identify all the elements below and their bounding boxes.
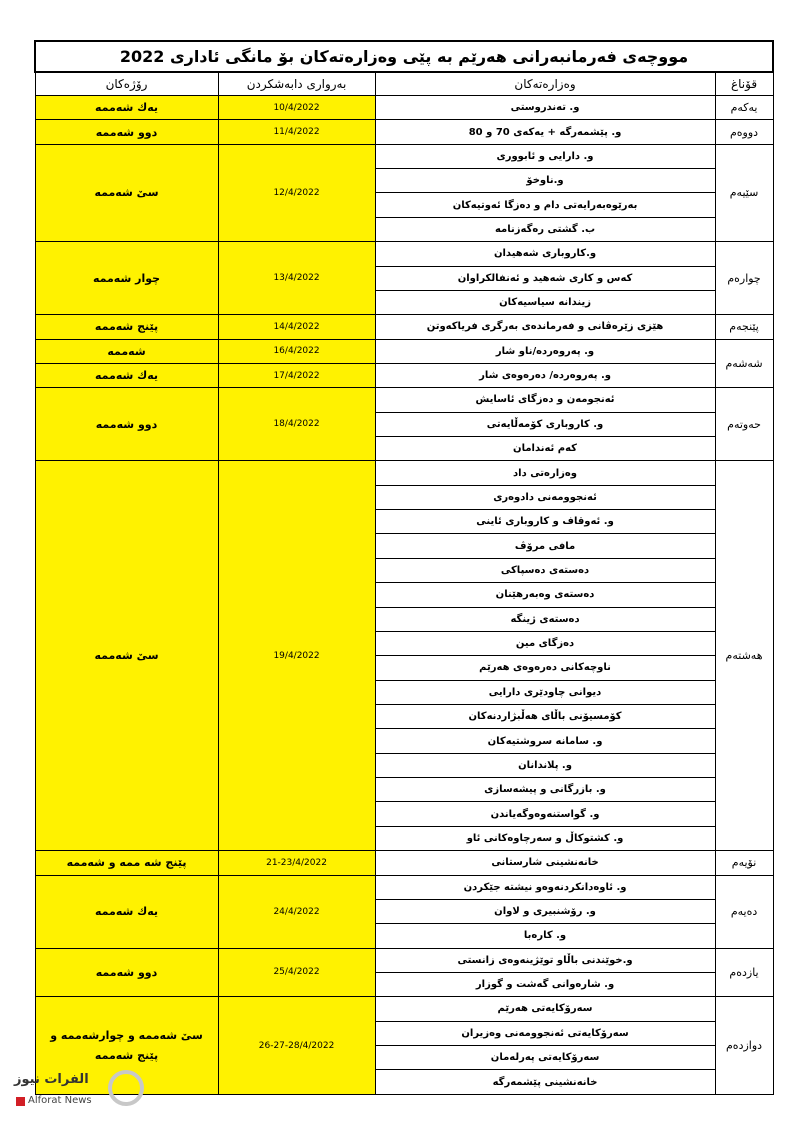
stage-cell: سێیەم — [715, 144, 773, 241]
ministry-cell: و. پێشمەرگە + یەکەی 70 و 80 — [375, 120, 715, 144]
ministry-cell: ب. گشتی رەگەزنامە — [375, 217, 715, 241]
header-stage: قۆناغ — [715, 72, 773, 96]
day-cell: دوو شەممە — [35, 948, 218, 997]
date-cell: 13/4/2022 — [218, 242, 375, 315]
ministry-cell: و. رۆشنبیری و لاوان — [375, 899, 715, 923]
day-cell: یەك شەممە — [35, 96, 218, 120]
date-cell: 24/4/2022 — [218, 875, 375, 948]
document-title: مووچەی فەرمانبەرانی هەرێم بە پێی وەزارەتەکان بۆ مانگی ئاداری 2022 — [35, 41, 773, 72]
ministry-cell: دەستەی دەسپاکی — [375, 558, 715, 582]
ministry-cell: خانەنشینی شارستانی — [375, 851, 715, 875]
day-cell: چوار شەممە — [35, 242, 218, 315]
table-row — [35, 339, 773, 363]
logo-arabic-name: الفرات نيوز — [14, 1072, 89, 1087]
ministry-cell: و. پلاندانان — [375, 753, 715, 777]
day-cell: پێنج شەممە — [35, 315, 218, 339]
date-cell: 11/4/2022 — [218, 120, 375, 144]
ministry-cell: دەستەی وەبەرهێنان — [375, 583, 715, 607]
stage-cell: یازدەم — [715, 948, 773, 997]
table-row — [35, 388, 773, 412]
ministry-cell: وەزارەتی داد — [375, 461, 715, 485]
date-cell: 25/4/2022 — [218, 948, 375, 997]
logo-emblem-icon — [108, 1070, 144, 1106]
ministry-cell: ئەنجوومەنی دادوەری — [375, 485, 715, 509]
ministry-cell: کەس و کاری شەهید و ئەنفالکراوان — [375, 266, 715, 290]
alforat-news-logo — [8, 1064, 148, 1114]
stage-cell: یەکەم — [715, 96, 773, 120]
ministry-cell: سەرۆکایەتی پەرلەمان — [375, 1046, 715, 1070]
table-row — [35, 875, 773, 899]
ministry-cell: سەرۆکایەتی ئەنجوومەنی وەزیران — [375, 1021, 715, 1045]
date-cell: 19/4/2022 — [218, 461, 375, 851]
day-cell: دوو شەممە — [35, 388, 218, 461]
table-row — [35, 144, 773, 168]
ministry-cell: و. گواستنەوەوگەیاندن — [375, 802, 715, 826]
date-cell: 14/4/2022 — [218, 315, 375, 339]
date-cell: 21-23/4/2022 — [218, 851, 375, 875]
ministry-cell: و. پەروەردە/ دەرەوەی شار — [375, 363, 715, 387]
day-cell: سێ شەممە — [35, 144, 218, 241]
table-row — [35, 242, 773, 266]
ministry-cell: هێزی زێرەڤانی و فەرماندەی بەرگری فریاکەوتن — [375, 315, 715, 339]
day-cell: سێ شەممە و چوارشەممە و پێنج شەممە — [35, 997, 218, 1094]
ministry-cell: و. دارایی و ئابووری — [375, 144, 715, 168]
table-row — [35, 851, 773, 875]
ministry-cell: سەرۆکایەتی هەرێم — [375, 997, 715, 1021]
stage-cell: حەوتەم — [715, 388, 773, 461]
ministry-cell: دەزگای مین — [375, 631, 715, 655]
ministry-cell: و. بازرگانی و پیشەسازی — [375, 778, 715, 802]
ministry-cell: خانەنشینی پێشمەرگە — [375, 1070, 715, 1094]
ministry-cell: و. ئەوقاف و کاروباری ئاینی — [375, 510, 715, 534]
day-cell: شەممە — [35, 339, 218, 363]
ministry-cell: و. سامانە سروشتیەکان — [375, 729, 715, 753]
date-cell: 10/4/2022 — [218, 96, 375, 120]
logo-english-name: Alforat News — [28, 1095, 92, 1106]
stage-cell: دووەم — [715, 120, 773, 144]
table-row — [35, 96, 773, 120]
ministry-cell: و. کارەبا — [375, 924, 715, 948]
table-row — [35, 461, 773, 485]
table-row — [35, 997, 773, 1021]
ministry-cell: و. کشتوکاڵ و سەرچاوەکانی ئاو — [375, 826, 715, 850]
date-cell: 18/4/2022 — [218, 388, 375, 461]
date-cell: 12/4/2022 — [218, 144, 375, 241]
ministry-cell: و. شارەوانی گەشت و گوزار — [375, 972, 715, 996]
date-cell: 17/4/2022 — [218, 363, 375, 387]
ministry-cell: و.کاروباری شەهیدان — [375, 242, 715, 266]
ministry-cell: و.ناوخۆ — [375, 169, 715, 193]
header-days: رۆژەکان — [35, 72, 218, 96]
ministry-cell: و. تەندروستی — [375, 96, 715, 120]
ministry-cell: و. پەروەردە/ناو شار — [375, 339, 715, 363]
ministry-cell: و. ئاوەدانکردنەوەو نیشتە جێکردن — [375, 875, 715, 899]
stage-cell: دوازدەم — [715, 997, 773, 1094]
salary-schedule-sheet — [34, 40, 772, 1090]
stage-cell: هەشتەم — [715, 461, 773, 851]
table-row — [35, 120, 773, 144]
date-cell: 26-27-28/4/2022 — [218, 997, 375, 1094]
ministry-cell: ئەنجومەن و دەزگای ئاسایش — [375, 388, 715, 412]
stage-cell: چوارەم — [715, 242, 773, 315]
table-row — [35, 315, 773, 339]
ministry-cell: زیندانە سیاسیەکان — [375, 290, 715, 314]
stage-cell: پێنجەم — [715, 315, 773, 339]
table-row — [35, 363, 773, 387]
ministry-cell: دیوانی چاودێری دارایی — [375, 680, 715, 704]
ministry-cell: و.خوێندنی باڵاو توێژینەوەی زانستی — [375, 948, 715, 972]
header-date: بەرواری دابەشکردن — [218, 72, 375, 96]
table-row — [35, 948, 773, 972]
ministry-cell: کەم ئەندامان — [375, 437, 715, 461]
day-cell: یەك شەممە — [35, 875, 218, 948]
day-cell: یەك شەممە — [35, 363, 218, 387]
stage-cell: نۆیەم — [715, 851, 773, 875]
stage-cell: دەیەم — [715, 875, 773, 948]
day-cell: سێ شەممە — [35, 461, 218, 851]
ministry-cell: بەرێوەبەرایەتی دام و دەزگا ئەوتیەکان — [375, 193, 715, 217]
date-cell: 16/4/2022 — [218, 339, 375, 363]
header-ministries: وەزارەتەکان — [375, 72, 715, 96]
stage-cell: شەشەم — [715, 339, 773, 388]
ministry-cell: مافی مرۆڤ — [375, 534, 715, 558]
day-cell: پێنج شە ممە و شەممە — [35, 851, 218, 875]
schedule-table — [34, 40, 774, 1095]
ministry-cell: ناوچەکانی دەرەوەی هەرێم — [375, 656, 715, 680]
logo-red-square-icon — [16, 1097, 25, 1106]
ministry-cell: و. کاروباری کۆمەڵایەتی — [375, 412, 715, 436]
ministry-cell: کۆمسیۆنی باڵای هەڵبژاردنەکان — [375, 704, 715, 728]
day-cell: دوو شەممە — [35, 120, 218, 144]
ministry-cell: دەستەی ژینگە — [375, 607, 715, 631]
